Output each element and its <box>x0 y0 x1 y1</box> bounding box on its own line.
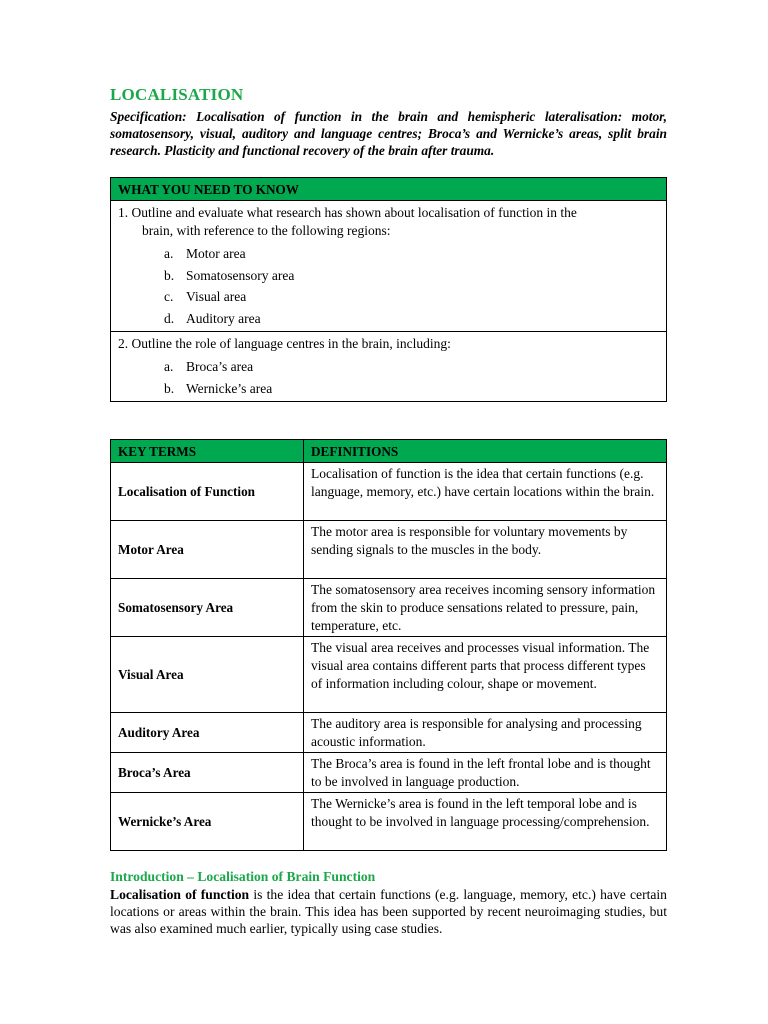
term-cell: Wernicke’s Area <box>111 793 304 851</box>
term-cell: Localisation of Function <box>111 463 304 521</box>
need-item-2-line1: 2. Outline the role of language centres in the brain, including: <box>118 336 451 351</box>
list-item: b. Wernicke’s area <box>164 380 273 396</box>
need-item-1 <box>111 201 667 332</box>
term-cell: Somatosensory Area <box>111 579 304 637</box>
document-page <box>110 84 667 937</box>
what-you-need-header: WHAT YOU NEED TO KNOW <box>111 178 667 201</box>
definitions-header: DEFINITIONS <box>304 440 667 463</box>
definition-cell: The somatosensory area receives incoming sensory information from the skin to produce sensations related to pressure, pain, temperature, etc. <box>304 579 667 637</box>
table-row <box>111 463 667 521</box>
term-cell: Visual Area <box>111 637 304 713</box>
list-item: a. Motor area <box>164 246 246 261</box>
list-item: b. Somatosensory area <box>164 267 295 283</box>
need-item-2-sublist <box>118 356 659 399</box>
key-terms-header: KEY TERMS <box>111 440 304 463</box>
table-row <box>111 713 667 753</box>
intro-body-text: is the idea that certain functions (e.g. language, memory, etc.) have certain locations or areas within the brain. This idea has been supported by recent neuroimaging studies, but was also examined much earlier, typically using case studies. <box>110 887 667 936</box>
need-item-1-line1: 1. Outline and evaluate what research has shown about localisation of function in the <box>118 205 577 220</box>
key-terms-table <box>110 439 667 851</box>
intro-heading: Introduction – Localisation of Brain Function <box>110 869 376 884</box>
term-cell: Motor Area <box>111 521 304 579</box>
table-row <box>111 521 667 579</box>
term-cell: Auditory Area <box>111 713 304 753</box>
list-item: a. Broca’s area <box>164 359 254 374</box>
table-row <box>111 637 667 713</box>
list-item: c. Visual area <box>164 289 247 304</box>
intro-bold-lead: Localisation of function <box>110 887 250 902</box>
table-row <box>111 753 667 793</box>
term-cell: Broca’s Area <box>111 753 304 793</box>
definition-cell: The motor area is responsible for voluntary movements by sending signals to the muscles in the body. <box>304 521 667 579</box>
intro-paragraph <box>110 886 667 937</box>
table-row <box>111 579 667 637</box>
definition-cell: The Wernicke’s area is found in the left temporal lobe and is thought to be involved in language processing/comprehension. <box>304 793 667 851</box>
definition-cell: The Broca’s area is found in the left frontal lobe and is thought to be involved in language production. <box>304 753 667 793</box>
what-you-need-table <box>110 177 667 402</box>
definition-cell: The auditory area is responsible for analysing and processing acoustic information. <box>304 713 667 753</box>
definition-cell: The visual area receives and processes visual information. The visual area contains different parts that process different types of information including colour, shape or movement. <box>304 637 667 713</box>
need-item-1-sublist <box>118 243 659 329</box>
page-title: LOCALISATION <box>110 85 244 104</box>
definition-cell: Localisation of function is the idea that certain functions (e.g. language, memory, etc.) have certain locations within the brain. <box>304 463 667 521</box>
specification-text: Specification: Localisation of function in the brain and hemispheric lateralisation: motor, somatosensory, visual, auditory and language centres; Broca’s and Wernicke’s areas, split brain research. Plasticity and functional recovery of the brain after trauma. <box>110 109 667 158</box>
table-row <box>111 793 667 851</box>
need-item-1-line2: brain, with reference to the following regions: <box>142 223 391 238</box>
list-item: d. Auditory area <box>164 310 261 326</box>
need-item-2 <box>111 332 667 402</box>
